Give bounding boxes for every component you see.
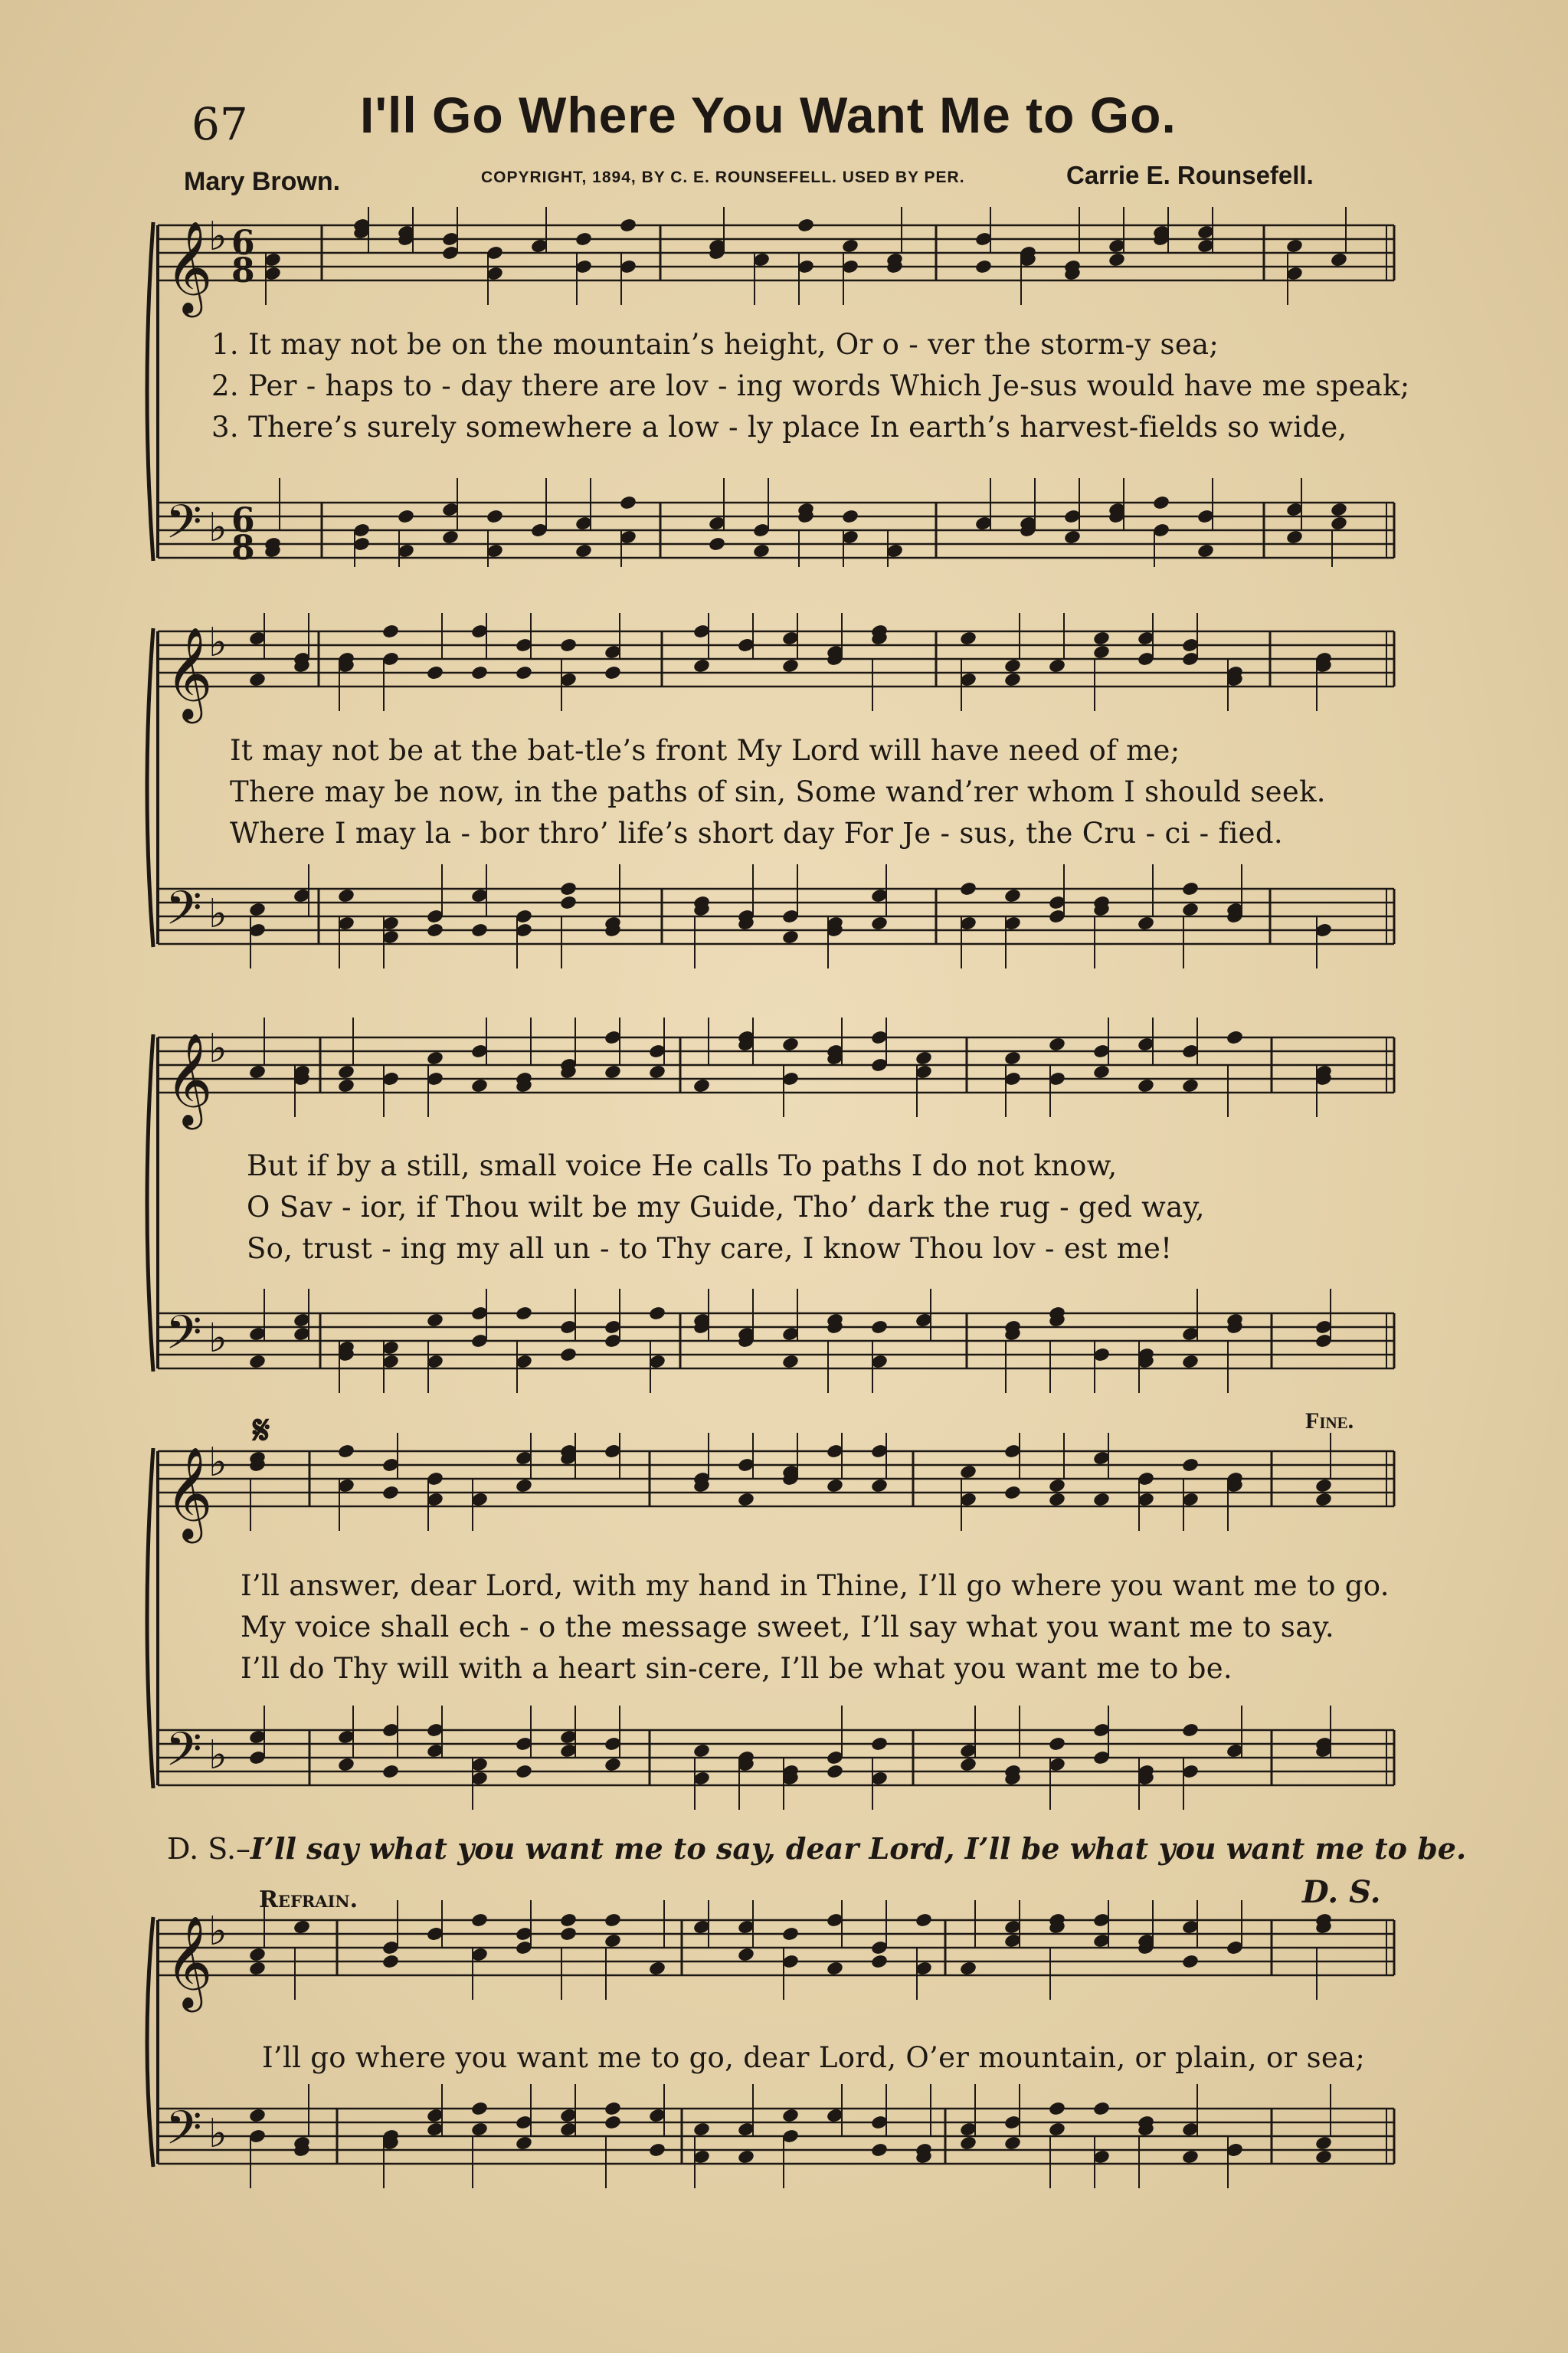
lyric-line: 1. It may not be on the mountain’s height, Or o - ver the storm-y sea; xyxy=(211,328,1219,361)
svg-text:♭: ♭ xyxy=(208,1026,228,1072)
svg-text:♭: ♭ xyxy=(208,891,228,937)
page-number: 67 xyxy=(191,98,248,150)
svg-text:𝄢: 𝄢 xyxy=(165,2101,202,2167)
staff xyxy=(158,1289,1394,1393)
ds-instruction xyxy=(167,1831,1466,1866)
svg-text:𝄢: 𝄢 xyxy=(165,881,202,947)
svg-text:6: 6 xyxy=(231,501,255,540)
lyric-line: But if by a still, small voice He calls To paths I do not know, xyxy=(247,1149,1118,1182)
lyric-line: I’ll do Thy will with a heart sin-cere, I’ll be what you want me to be. xyxy=(241,1652,1232,1685)
staff xyxy=(158,2084,1394,2188)
ds-lyric: I’ll say what you want me to say, dear Lord, I’ll be what you want me to be. xyxy=(250,1831,1467,1866)
svg-text:𝄢: 𝄢 xyxy=(165,495,202,561)
svg-text:8: 8 xyxy=(231,529,255,567)
refrain-label: Refrain. xyxy=(259,1886,358,1913)
svg-text:𝄢: 𝄢 xyxy=(165,1306,202,1371)
lyric-line: It may not be at the bat-tle’s front My Lord will have need of me; xyxy=(230,734,1180,767)
author-credit: Mary Brown. xyxy=(184,167,341,196)
svg-text:♭: ♭ xyxy=(208,2111,228,2157)
lyric-line: So, trust - ing my all un - to Thy care, I know Thou lov - est me! xyxy=(247,1232,1173,1265)
staff xyxy=(158,1900,1394,2012)
svg-text:♭: ♭ xyxy=(208,214,228,260)
staff xyxy=(158,1018,1394,1129)
svg-text:♭: ♭ xyxy=(208,1440,228,1486)
lyric-line: I’ll answer, dear Lord, with my hand in Thine, I’ll go where you want me to go. xyxy=(241,1569,1390,1602)
svg-text:♭: ♭ xyxy=(208,505,228,551)
ds-prefix: D. S.– xyxy=(167,1832,251,1866)
staff xyxy=(158,1706,1394,1810)
staff xyxy=(158,1433,1394,1543)
lyric-line: My voice shall ech - o the message sweet, I’ll say what you want me to say. xyxy=(241,1611,1334,1643)
staff xyxy=(158,613,1394,723)
ds-mark: D. S. xyxy=(1302,1874,1381,1910)
staff xyxy=(158,864,1394,968)
svg-text:𝄞: 𝄞 xyxy=(165,1032,213,1126)
svg-text:♭: ♭ xyxy=(208,1316,228,1362)
lyric-line: 3. There’s surely somewhere a low - ly place In earth’s harvest-fields so wide, xyxy=(211,411,1347,444)
svg-text:♭: ♭ xyxy=(208,620,228,666)
fine-mark: Fine. xyxy=(1305,1408,1354,1434)
svg-text:𝄞: 𝄞 xyxy=(165,1446,213,1539)
lyric-line: I’ll go where you want me to go, dear Lord, O’er mountain, or plain, or sea; xyxy=(262,2041,1366,2074)
lyric-line: O Sav - ior, if Thou wilt be my Guide, Tho’ dark the rug - ged way, xyxy=(247,1191,1205,1224)
lyric-line: There may be now, in the paths of sin, Some wand’rer whom I should seek. xyxy=(230,775,1326,808)
svg-text:𝄞: 𝄞 xyxy=(165,1915,213,2008)
svg-text:♭: ♭ xyxy=(208,1732,228,1778)
staff xyxy=(158,478,1394,567)
svg-text:6: 6 xyxy=(231,224,255,263)
staff xyxy=(158,207,1394,317)
segno-sign: 𝄋 xyxy=(253,1407,270,1453)
hymn-title: I'll Go Where You Want Me to Go. xyxy=(360,87,1177,143)
lyric-line: 2. Per - haps to - day there are lov - ing words Which Je-sus would have me speak; xyxy=(211,369,1410,402)
svg-text:8: 8 xyxy=(231,251,255,290)
lyric-line: Where I may la - bor thro’ life’s short day For Je - sus, the Cru - ci - fied. xyxy=(230,817,1283,850)
copyright-notice: COPYRIGHT, 1894, BY C. E. ROUNSEFELL. USED BY PER. xyxy=(481,169,965,186)
svg-text:♭: ♭ xyxy=(208,1909,228,1955)
composer-credit: Carrie E. Rounsefell. xyxy=(1066,161,1314,189)
svg-text:𝄞: 𝄞 xyxy=(165,626,213,719)
svg-text:𝄢: 𝄢 xyxy=(165,1722,202,1788)
svg-text:𝄞: 𝄞 xyxy=(165,220,213,313)
